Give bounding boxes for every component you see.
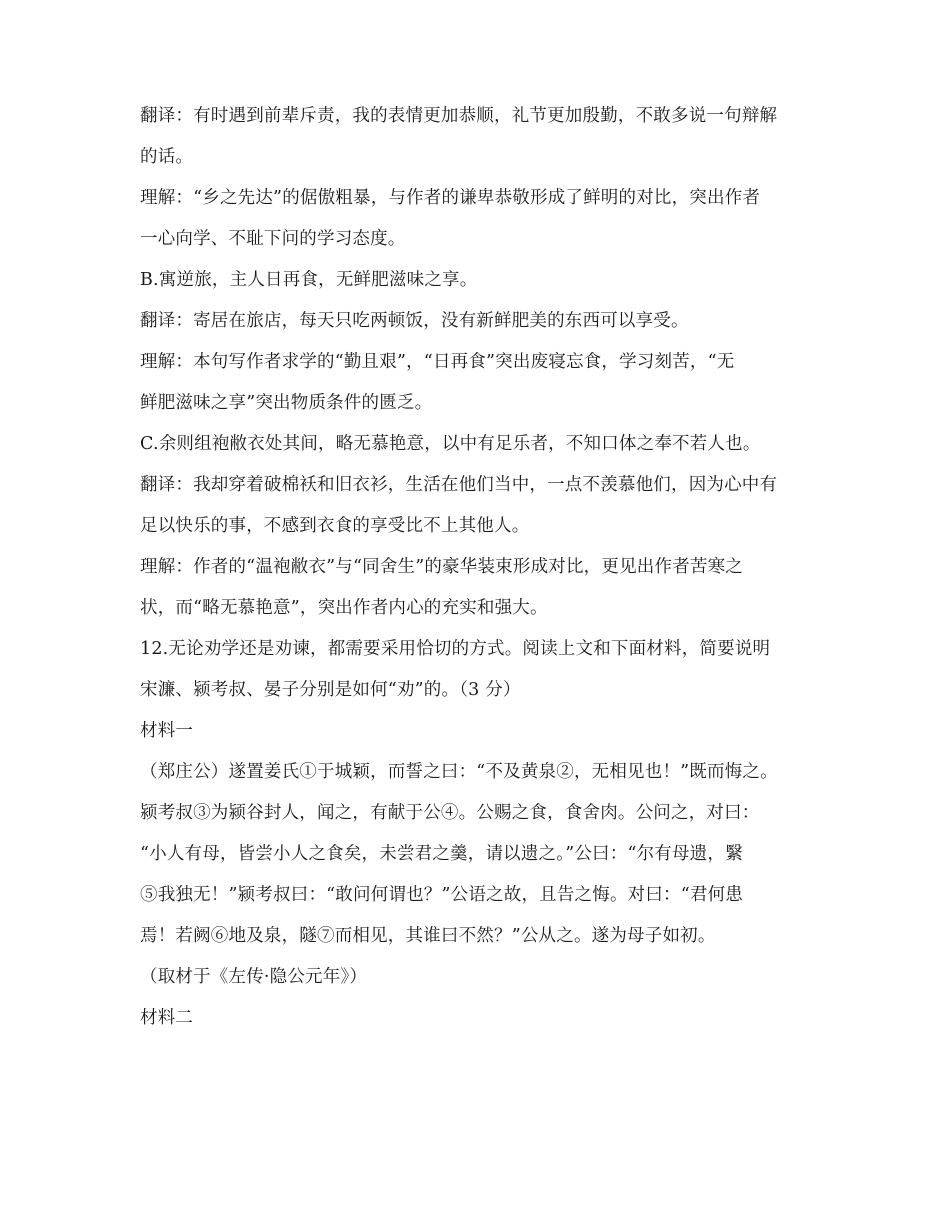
text-line: B.寓逆旅，主人日再食，无鲜肥滋味之享。 <box>140 270 478 290</box>
question-line: 12.无论劝学还是劝谏，都需要采用恰切的方式。阅读上文和下面材料，简要说明 <box>140 639 771 659</box>
document-body <box>140 106 840 1049</box>
text-line: 翻译：寄居在旅店，每天只吃两顿饭，没有新鲜肥美的东西可以享受。 <box>140 311 689 331</box>
text-line: 焉！若阙⑥地及泉，隧⑦而相见，其谁曰不然？”公从之。遂为母子如初。 <box>140 926 716 946</box>
text-line: 翻译：有时遇到前辈斥责，我的表情更加恭顺，礼节更加殷勤，不敢多说一句辩解 <box>140 106 778 126</box>
section-heading: 材料一 <box>140 721 194 741</box>
text-line: 一心向学、不耻下问的学习态度。 <box>140 229 406 249</box>
section-heading: 材料二 <box>140 1008 194 1028</box>
text-line: 足以快乐的事，不感到衣食的享受比不上其他人。 <box>140 516 530 536</box>
text-line: 理解：作者的“温袍敝衣”与“同舍生”的豪华装束形成对比，更见出作者苦寒之 <box>140 557 743 577</box>
text-line: 的话。 <box>140 147 194 167</box>
text-line: 理解：“乡之先达”的倨傲粗暴，与作者的谦卑恭敬形成了鲜明的对比，突出作者 <box>140 188 761 208</box>
text-line: ⑤我独无！”颍考叔曰：“敢问何谓也？”公语之故，且告之悔。对曰：“君何患 <box>140 885 743 905</box>
text-line: “小人有母，皆尝小人之食矣，未尝君之羹，请以遗之。”公曰：“尔有母遗，繄 <box>140 844 743 864</box>
text-line: 颍考叔③为颍谷封人，闻之，有献于公④。公赐之食，食舍肉。公问之，对曰： <box>140 803 760 823</box>
question-line: 宋濂、颍考叔、晏子分别是如何“劝”的。（3 分） <box>140 680 521 700</box>
source-citation: （取材于《左传·隐公元年》） <box>140 967 368 987</box>
text-line: 理解：本句写作者求学的“勤且艰”，“日再食”突出废寝忘食，学习刻苦，“无 <box>140 352 735 372</box>
text-line: 状，而“略无慕艳意”，突出作者内心的充实和强大。 <box>140 598 548 618</box>
text-line: 翻译：我却穿着破棉袄和旧衣衫，生活在他们当中，一点不羡慕他们，因为心中有 <box>140 475 778 495</box>
text-line: 鲜肥滋味之享”突出物质条件的匮乏。 <box>140 393 433 413</box>
text-line: （郑庄公）遂置姜氏①于城颖，而誓之曰：“不及黄泉②，无相见也！”既而悔之。 <box>140 762 778 782</box>
text-line: C.余则组袍敝衣处其间，略无慕艳意，以中有足乐者，不知口体之奉不若人也。 <box>140 434 761 454</box>
